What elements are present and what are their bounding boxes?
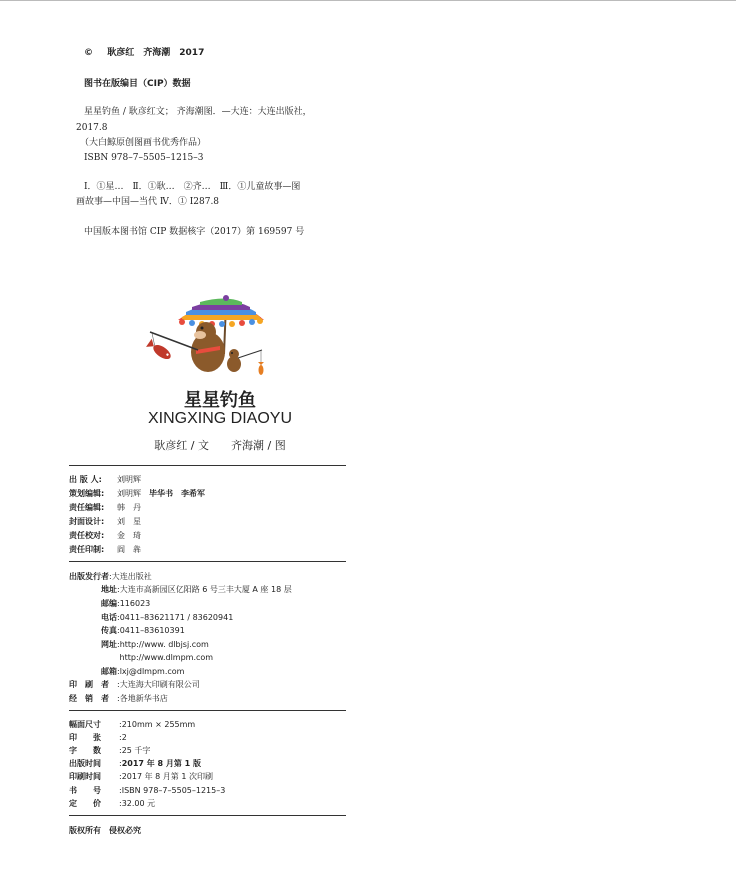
detail-label: 电话 — [101, 613, 117, 622]
spec-row: 印刷时间 :2017 年 8 月第 1 次印刷 — [69, 772, 213, 781]
staff-row — [69, 475, 141, 485]
divider — [69, 465, 346, 466]
spec-label: 书 号 — [69, 786, 101, 795]
publisher-detail: 邮箱:lxj@dlmpm.com — [69, 667, 184, 677]
spec-value: 25 千字 — [121, 746, 151, 755]
copyright-text: 耿彦红 齐海潮 2017 — [107, 48, 205, 58]
spec-label: 印刷时间 — [69, 772, 101, 781]
spec-label: 出版时间 — [69, 759, 101, 768]
staff-label: 责任校对: — [69, 531, 105, 540]
publisher-detail — [69, 653, 213, 663]
spec-label: 字 数 — [69, 746, 101, 755]
spec-row: 书 号 :ISBN 978–7–5505–1215–3 — [69, 786, 226, 795]
detail-value: 大连市高新园区亿阳路 6 号三丰大厦 A 座 18 层 — [119, 585, 292, 594]
staff-value: 刘明辉 — [117, 475, 141, 484]
spec-label: 幅面尺寸 — [69, 720, 101, 729]
book-byline: 耿彦红 / 文 齐海潮 / 图 — [154, 439, 286, 452]
cip-line: （大白鲸原创图画书优秀作品） — [80, 138, 207, 148]
spec-row: 出版时间 :2017 年 8 月第 1 版 — [69, 759, 202, 768]
publisher-detail: 电话:0411–83621171 / 83620941 — [69, 613, 233, 623]
spec-row: 印 张 :2 — [69, 733, 127, 742]
fishing-bears-illustration — [146, 290, 270, 378]
spec-row: 字 数 :25 千字 — [69, 746, 151, 755]
publisher-detail: 邮编:116023 — [69, 599, 150, 609]
divider — [69, 561, 346, 562]
spec-label: 印 张 — [69, 733, 101, 742]
publisher-detail: 地址:大连市高新园区亿阳路 6 号三丰大厦 A 座 18 层 — [69, 585, 292, 595]
staff-value: 刘 星 — [117, 517, 141, 526]
staff-row — [69, 503, 141, 513]
staff-row — [69, 531, 141, 541]
detail-value: http://www.dlmpm.com — [119, 653, 214, 662]
staff-value: 阎 犇 — [117, 545, 141, 554]
detail-value: 0411–83621171 / 83620941 — [119, 613, 234, 622]
umbrella-canopy — [178, 295, 264, 327]
spec-value: 2017 年 8 月第 1 版 — [121, 759, 202, 768]
staff-label: 封面设计: — [69, 517, 105, 526]
publisher-detail: 传真:0411–83610391 — [69, 626, 185, 636]
detail-value: http://www. dlbjsj.com — [119, 640, 209, 649]
small-bear — [227, 349, 241, 372]
publisher-label: 出版发行者 — [69, 572, 109, 581]
staff-row — [69, 545, 141, 555]
staff-value: 韩 丹 — [117, 503, 141, 512]
staff-row — [69, 517, 141, 527]
spec-label: 定 价 — [69, 799, 101, 808]
printer-label: 印 刷 者 — [69, 680, 109, 689]
big-bear — [191, 322, 225, 372]
staff-label: 出 版 人: — [69, 475, 102, 484]
spec-row: 定 价 :32.00 元 — [69, 799, 156, 808]
detail-label: 邮箱 — [101, 667, 117, 676]
book-title-chinese: 星星钓鱼 — [184, 390, 256, 411]
small-fish — [258, 362, 264, 375]
detail-label: 网址 — [101, 640, 117, 649]
staff-value: 金 琦 — [117, 531, 141, 540]
printer-value: 大连海大印刷有限公司 — [119, 680, 200, 689]
copyright-symbol: © — [84, 48, 93, 58]
divider — [69, 815, 346, 816]
spec-row: 幅面尺寸 :210mm × 255mm — [69, 720, 196, 729]
publisher-detail: 网址:http://www. dlbjsj.com — [69, 640, 209, 650]
staff-label: 责任编辑: — [69, 503, 105, 512]
top-rule — [0, 0, 736, 1]
fish — [146, 339, 173, 362]
cip-line: 2017.8 — [76, 123, 108, 133]
copyright-line — [84, 48, 204, 59]
detail-label: 邮编 — [101, 599, 117, 608]
cip-class-line: 画故事—中国—当代 Ⅳ．① I287.8 — [76, 197, 220, 207]
staff-label: 责任印制: — [69, 545, 105, 554]
rights-notice: 版权所有 侵权必究 — [69, 826, 141, 835]
detail-value: 116023 — [119, 599, 151, 608]
spec-value: ISBN 978–7–5505–1215–3 — [121, 786, 226, 795]
detail-label: 地址 — [101, 585, 117, 594]
staff-row — [69, 489, 205, 499]
divider — [69, 710, 346, 711]
spec-value: 2017 年 8 月第 1 次印刷 — [121, 772, 213, 781]
detail-value: lxj@dlmpm.com — [119, 667, 185, 676]
printer-row: 印 刷 者 :大连海大印刷有限公司 — [69, 680, 200, 689]
detail-value: 0411–83610391 — [119, 626, 185, 635]
detail-label: 传真 — [101, 626, 117, 635]
staff-value: 刘明辉 — [117, 489, 149, 498]
cip-heading: 图书在版编目（CIP）数据 — [84, 79, 191, 89]
seller-label: 经 销 者 — [69, 694, 109, 703]
seller-row: 经 销 者 :各地新华书店 — [69, 694, 168, 703]
publisher-value: 大连出版社 — [111, 572, 152, 581]
staff-extra: 毕华书 李希军 — [149, 489, 205, 498]
spec-value: 2 — [121, 733, 127, 742]
staff-label: 策划编辑: — [69, 489, 105, 498]
cip-class-line: Ⅰ．①星… Ⅱ．①耿… ②齐… Ⅲ．①儿童故事—图 — [84, 182, 301, 192]
spec-value: 32.00 元 — [121, 799, 156, 808]
cip-check-line: 中国版本图书馆 CIP 数据核字（2017）第 169597 号 — [84, 227, 305, 237]
small-fishing-rod — [238, 350, 262, 358]
cip-line: ISBN 978–7–5505–1215–3 — [84, 153, 204, 163]
cip-line: 星星钓鱼 / 耿彦红文； 齐海潮图．—大连：大连出版社， — [84, 107, 312, 117]
publisher-row: 出版发行者:大连出版社 — [69, 572, 152, 581]
seller-value: 各地新华书店 — [119, 694, 168, 703]
book-title-pinyin: XINGXING DIAOYU — [147, 410, 293, 427]
spec-value: 210mm × 255mm — [121, 720, 196, 729]
